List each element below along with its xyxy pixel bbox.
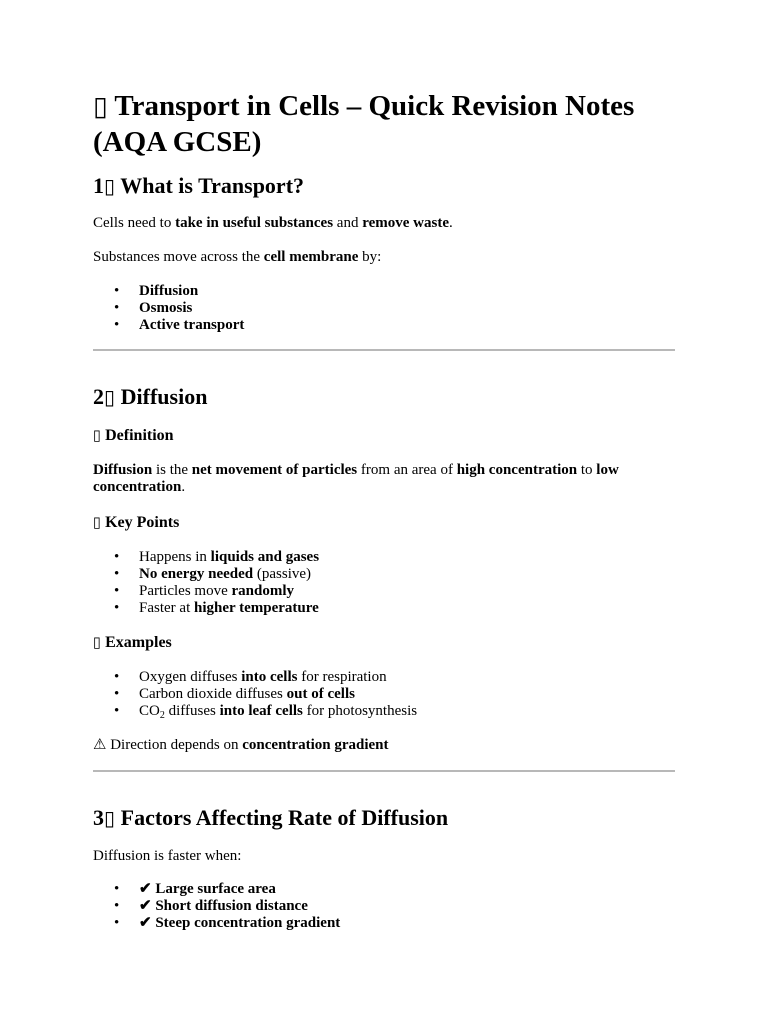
bold-run: take in useful substances (175, 215, 334, 231)
text-run: Faster at (139, 600, 194, 616)
examples-list (93, 669, 417, 724)
section-title: Factors Affecting Rate of Diffusion (120, 805, 449, 830)
text-run: Carbon dioxide diffuses (139, 686, 287, 702)
text-run: Particles move (139, 583, 232, 599)
bold-run: low concentration (93, 462, 619, 495)
text-run: CO (139, 703, 160, 719)
bold-run: into cells (241, 669, 298, 685)
key-points-heading (93, 513, 179, 533)
subheading-text: Definition (105, 427, 174, 444)
page-title (93, 88, 693, 160)
text-run: . (448, 215, 453, 231)
text-run: from an area of (357, 462, 457, 478)
section-title: What is Transport? (120, 173, 305, 198)
factors-list (93, 881, 340, 932)
missing-glyph-icon: ▯ (93, 428, 102, 444)
text-run: is the (152, 462, 192, 478)
list-item (93, 915, 340, 932)
bold-run: Osmosis (139, 300, 193, 316)
list-item (93, 300, 244, 317)
missing-glyph-icon: ▯ (104, 176, 116, 198)
bold-run: Active transport (139, 317, 245, 333)
list-item (93, 583, 319, 600)
list-item (93, 669, 417, 686)
text-run: by: (358, 249, 382, 265)
bold-run: liquids and gases (210, 549, 320, 565)
bold-run: high concentration (456, 462, 578, 478)
text-run: for respiration (297, 669, 387, 685)
list-item (93, 600, 319, 617)
text-run: Happens in (139, 549, 211, 565)
definition-paragraph (93, 462, 675, 496)
section-number: 1 (93, 173, 104, 198)
subscript: 2 (159, 710, 165, 721)
bold-run: ✔ Large surface area (139, 881, 276, 897)
missing-glyph-icon: ▯ (104, 808, 116, 830)
section-1-heading (93, 172, 304, 201)
list-item (93, 283, 244, 300)
transport-methods-list (93, 283, 244, 334)
gradient-note (93, 737, 675, 754)
list-item (93, 317, 244, 334)
text-run: diffuses (164, 703, 220, 719)
section-2-heading (93, 383, 207, 412)
intro-paragraph (93, 215, 675, 232)
list-item (93, 549, 319, 566)
bold-run: remove waste (362, 215, 449, 231)
subheading-text: Examples (105, 634, 172, 651)
missing-glyph-icon: ▯ (93, 635, 102, 651)
bold-run: ✔ Steep concentration gradient (139, 915, 341, 931)
bold-run: randomly (231, 583, 294, 599)
page-title-text: Transport in Cells – Quick Revision Notes (AQA GCSE) (93, 90, 635, 158)
bold-run: higher temperature (193, 600, 319, 616)
section-3-heading (93, 804, 448, 833)
section-title: Diffusion (120, 384, 208, 409)
text-run: Oxygen diffuses (139, 669, 242, 685)
text-run: for photosynthesis (302, 703, 418, 719)
subheading-text: Key Points (105, 514, 180, 531)
bold-run: Diffusion (93, 462, 153, 478)
key-points-list (93, 549, 319, 617)
text-run: and (333, 215, 363, 231)
missing-glyph-icon: ▯ (93, 515, 102, 531)
text-run: Direction depends on (106, 737, 243, 753)
examples-heading (93, 633, 172, 653)
text-run: Cells need to (93, 215, 176, 231)
membrane-paragraph (93, 249, 675, 266)
missing-glyph-icon: ▯ (93, 91, 108, 121)
bold-run: out of cells (286, 686, 355, 702)
factors-intro: Diffusion is faster when: (93, 848, 242, 864)
list-item (93, 881, 340, 898)
definition-heading (93, 426, 174, 446)
text-run: (passive) (253, 566, 312, 582)
list-item (93, 566, 319, 583)
list-item (93, 898, 340, 915)
warning-icon: ⚠ (93, 737, 107, 753)
text-run: to (577, 462, 597, 478)
section-number: 3 (93, 805, 104, 830)
bold-run: concentration gradient (242, 737, 389, 753)
section-number: 2 (93, 384, 104, 409)
text-run: Substances move across the (93, 249, 264, 265)
section-divider (93, 770, 675, 772)
section-divider (93, 349, 675, 351)
bold-run: into leaf cells (219, 703, 303, 719)
missing-glyph-icon: ▯ (104, 387, 116, 409)
bold-run: ✔ Short diffusion distance (139, 898, 308, 914)
list-item (93, 686, 417, 703)
bold-run: No energy needed (139, 566, 254, 582)
list-item (93, 703, 417, 724)
bold-run: Diffusion (139, 283, 199, 299)
text-run: . (181, 479, 186, 495)
bold-run: net movement of particles (191, 462, 358, 478)
bold-run: cell membrane (263, 249, 359, 265)
